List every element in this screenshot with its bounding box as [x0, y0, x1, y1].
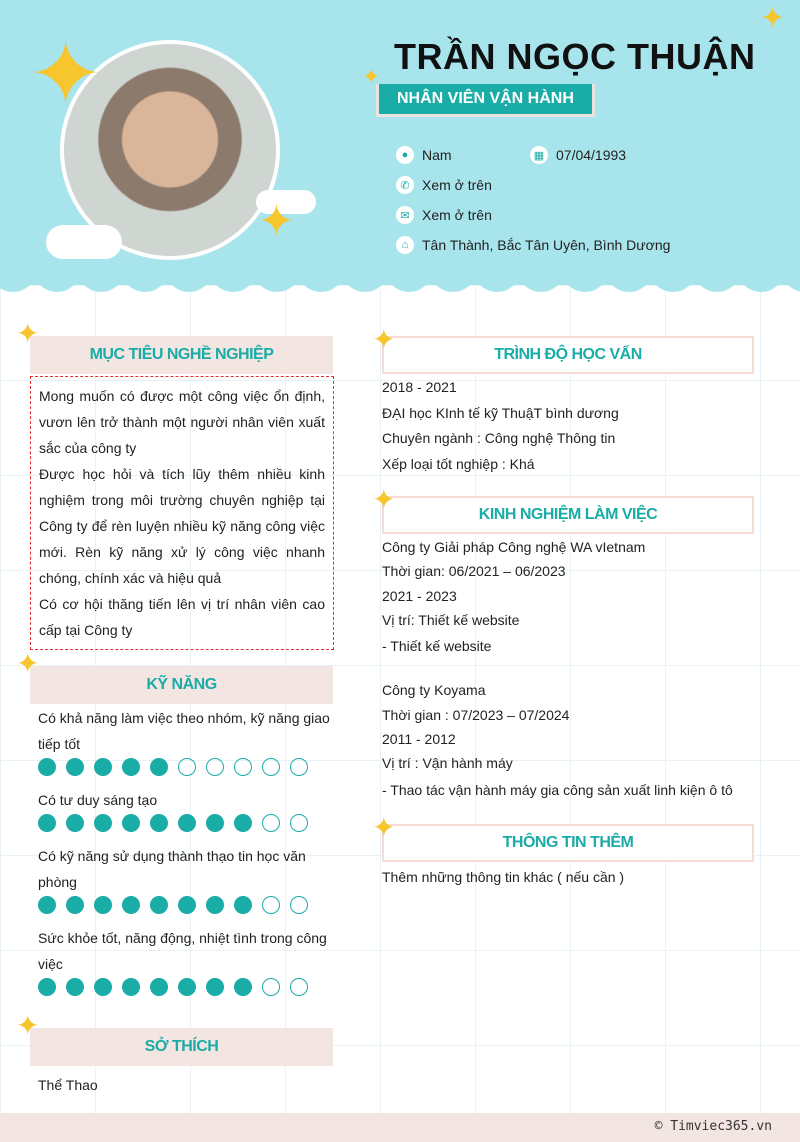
job-position: Vị trí : Vận hành máy — [382, 755, 513, 772]
rating-dot-filled — [66, 978, 84, 996]
rating-dot-filled — [38, 978, 56, 996]
rating-dot-filled — [178, 896, 196, 914]
scallop-arc — [606, 270, 652, 292]
phone-icon: ✆ — [396, 176, 414, 194]
rating-dot-filled — [150, 758, 168, 776]
skill-label: Có kỹ năng sử dụng thành thạo tin học văn phòng — [38, 848, 306, 890]
rating-dot-filled — [66, 896, 84, 914]
extra-info-title: THÔNG TIN THÊM — [382, 824, 754, 862]
objective-paragraph: Mong muốn có được một công việc ổn định, vươn lên trở thành một người nhân viên xuất sắc của công ty — [39, 388, 325, 456]
education-line: Xếp loại tốt nghiệp : Khá — [382, 455, 535, 472]
skill-rating — [38, 758, 308, 776]
rating-dot-empty — [262, 978, 280, 996]
hobbies-title: SỞ THÍCH — [30, 1028, 333, 1066]
copyright: © Timviec365.vn — [654, 1119, 772, 1134]
gender-row — [396, 146, 452, 164]
gender-value: Nam — [422, 147, 452, 163]
sparkle-icon: ✦ — [372, 324, 396, 355]
rating-dot-empty — [262, 814, 280, 832]
scallop-arc — [342, 270, 388, 292]
education-content — [382, 375, 619, 477]
email-row — [396, 206, 492, 224]
sparkle-icon: ✦ — [16, 318, 40, 349]
scallop-arc — [386, 270, 432, 292]
sparkle-icon: ✦ — [372, 484, 396, 515]
hobby-text: Thể Thao — [38, 1077, 98, 1093]
scallop-arc — [210, 270, 256, 292]
scallop-arc — [694, 270, 740, 292]
job-desc: - Thiết kế website — [382, 638, 492, 655]
cloud-decoration — [46, 225, 122, 259]
rating-dot-filled — [206, 978, 224, 996]
scallop-arc — [0, 270, 36, 292]
job-company: Công ty Giải pháp Công nghệ WA vIetnam — [382, 539, 646, 555]
rating-dot-empty — [206, 758, 224, 776]
rating-dot-filled — [66, 758, 84, 776]
objective-paragraph: Được học hỏi và tích lũy thêm nhiều kinh nghiệm trong môi trường chuyên nghiệp tại Công ty để rèn luyện nhiều kỹ năng công việc mới. Rèn kỹ năng xử lý công việc nhanh chóng, chính xác và hiệu quả — [39, 466, 325, 586]
rating-dot-filled — [94, 758, 112, 776]
sparkle-icon: ✦ — [16, 1010, 40, 1041]
job-position: Vị trí: Thiết kế website — [382, 611, 520, 628]
sparkle-icon: ✦ — [16, 648, 40, 679]
rating-dot-filled — [150, 978, 168, 996]
rating-dot-empty — [178, 758, 196, 776]
experience-content — [382, 535, 733, 802]
scallop-arc — [474, 270, 520, 292]
rating-dot-filled — [206, 896, 224, 914]
star-decoration: ✦ — [760, 2, 786, 35]
email-value: Xem ở trên — [422, 207, 492, 223]
rating-dot-filled — [38, 758, 56, 776]
education-line: 2018 - 2021 — [382, 379, 457, 395]
job-years: 2011 - 2012 — [382, 731, 456, 748]
rating-dot-filled — [122, 758, 140, 776]
skill-rating — [38, 896, 308, 914]
scallop-arc — [650, 270, 696, 292]
objective-title: MỤC TIÊU NGHỀ NGHIỆP — [30, 336, 333, 374]
scallop-arc — [34, 270, 80, 292]
scallop-arc — [254, 270, 300, 292]
skill-label: Có tư duy sáng tạo — [38, 792, 158, 808]
rating-dot-filled — [38, 896, 56, 914]
rating-dot-filled — [122, 814, 140, 832]
rating-dot-filled — [122, 896, 140, 914]
rating-dot-empty — [262, 758, 280, 776]
rating-dot-empty — [262, 896, 280, 914]
skill-label: Có khả năng làm việc theo nhóm, kỹ năng giao tiếp tốt — [38, 710, 330, 752]
objective-box — [30, 376, 334, 650]
rating-dot-empty — [290, 758, 308, 776]
rating-dot-filled — [94, 978, 112, 996]
experience-title: KINH NGHIỆM LÀM VIỆC — [382, 496, 754, 534]
rating-dot-empty — [290, 896, 308, 914]
candidate-name: TRẦN NGỌC THUẬN — [394, 36, 756, 77]
rating-dot-filled — [178, 814, 196, 832]
job-desc: - Thao tác vận hành máy gia công sản xuất linh kiện ô tô — [382, 781, 733, 798]
star-decoration: ✦ — [258, 197, 295, 246]
rating-dot-filled — [122, 978, 140, 996]
rating-dot-empty — [290, 978, 308, 996]
skill-label: Sức khỏe tốt, năng động, nhiệt tình trong công việc — [38, 930, 327, 972]
calendar-icon: ▦ — [530, 146, 548, 164]
job-years: 2021 - 2023 — [382, 587, 457, 604]
address-row — [396, 236, 670, 254]
phone-value: Xem ở trên — [422, 177, 492, 193]
header-scallop — [0, 270, 800, 300]
birthday-value: 07/04/1993 — [556, 147, 627, 163]
rating-dot-empty — [290, 814, 308, 832]
scallop-arc — [562, 270, 608, 292]
rating-dot-filled — [94, 814, 112, 832]
skill-rating — [38, 814, 308, 832]
skill-rating — [38, 978, 308, 996]
rating-dot-filled — [66, 814, 84, 832]
rating-dot-filled — [178, 978, 196, 996]
scallop-arc — [298, 270, 344, 292]
job-time: Thời gian: 06/2021 – 06/2023 — [382, 563, 566, 580]
scallop-arc — [738, 270, 784, 292]
scallop-arc — [166, 270, 212, 292]
education-title: TRÌNH ĐỘ HỌC VẤN — [382, 336, 754, 374]
scallop-arc — [518, 270, 564, 292]
star-decoration: ✦ — [28, 25, 104, 125]
phone-row — [396, 176, 492, 194]
address-value: Tân Thành, Bắc Tân Uyên, Bình Dương — [422, 237, 671, 253]
star-decoration: ✦ — [362, 64, 381, 89]
birthday-row — [530, 146, 626, 164]
scallop-arc — [122, 270, 168, 292]
scallop-arc — [78, 270, 124, 292]
rating-dot-filled — [150, 814, 168, 832]
objective-paragraph: Có cơ hội thăng tiến lên vị trí nhân viên cao cấp tại Công ty — [39, 596, 325, 638]
rating-dot-filled — [94, 896, 112, 914]
scallop-arc — [782, 270, 800, 292]
skills-title: KỸ NĂNG — [30, 666, 333, 704]
sparkle-icon: ✦ — [372, 812, 396, 843]
rating-dot-filled — [38, 814, 56, 832]
education-line: Chuyên ngành : Công nghệ Thông tin — [382, 430, 616, 446]
user-icon: ● — [396, 146, 414, 164]
job-company: Công ty Koyama — [382, 682, 486, 699]
rating-dot-filled — [234, 896, 252, 914]
education-line: ĐẠI học KInh tế kỹ ThuậT bình dương — [382, 404, 619, 421]
rating-dot-filled — [234, 978, 252, 996]
mail-icon: ✉ — [396, 206, 414, 224]
home-icon: ⌂ — [396, 236, 414, 254]
rating-dot-filled — [150, 896, 168, 914]
job-title: NHÂN VIÊN VẬN HÀNH — [376, 84, 595, 117]
footer — [0, 1113, 800, 1142]
rating-dot-filled — [234, 814, 252, 832]
rating-dot-empty — [234, 758, 252, 776]
scallop-arc — [430, 270, 476, 292]
extra-info-text: Thêm những thông tin khác ( nếu cần ) — [382, 869, 625, 885]
job-time: Thời gian : 07/2023 – 07/2024 — [382, 706, 570, 723]
rating-dot-filled — [206, 814, 224, 832]
